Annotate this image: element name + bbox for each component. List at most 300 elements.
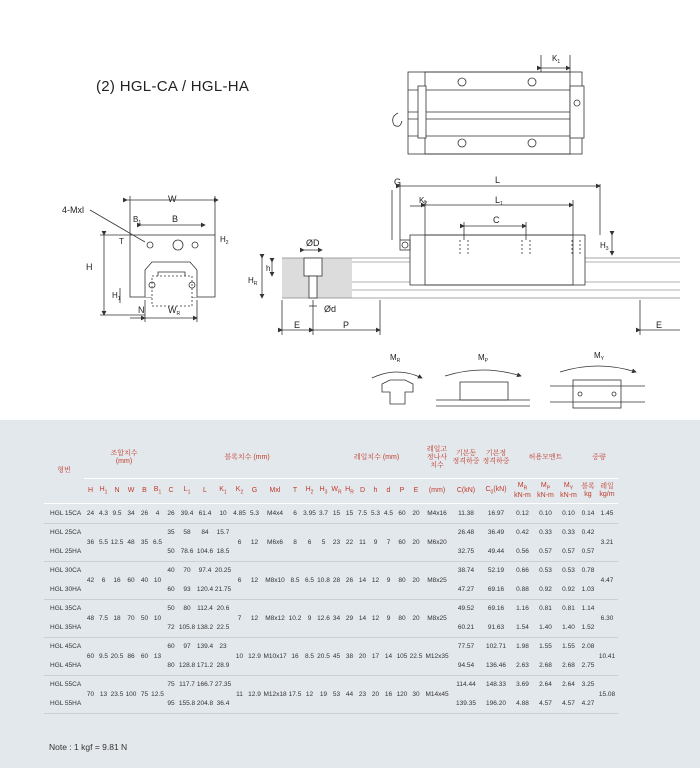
header-rail: 레일치수 (mm) bbox=[330, 438, 423, 479]
subheader-d: D bbox=[356, 479, 369, 504]
cell-mr: 2.63 bbox=[511, 656, 534, 675]
cell-e: 20 bbox=[409, 504, 423, 524]
subheader-wr: $W_R$ bbox=[330, 479, 343, 504]
cell-b1: 6.5 bbox=[151, 523, 164, 561]
cell-model: HGL 55CA bbox=[50, 681, 82, 689]
cell-ckn: 60.21 bbox=[451, 618, 481, 637]
cell-b1: 10 bbox=[151, 561, 164, 599]
cell-wr: 23 bbox=[330, 523, 343, 561]
label-h-small: h bbox=[266, 264, 271, 273]
cell-my: 0.81 bbox=[562, 605, 575, 613]
cell-p: 120 bbox=[395, 675, 409, 713]
cell-model: HGL 30HA bbox=[44, 580, 84, 599]
cell-k1: 22.5 bbox=[214, 618, 232, 637]
label-l: L bbox=[495, 175, 501, 185]
cell-h3: 19 bbox=[317, 675, 330, 713]
cell-wr: 28 bbox=[330, 561, 343, 599]
cell-rail: 15.08 bbox=[596, 675, 618, 713]
cell-h: 24 bbox=[84, 504, 97, 524]
cell-t: 17.5 bbox=[288, 675, 302, 713]
cell-k2: 4.85 bbox=[232, 504, 247, 524]
cell-l: 61.4 bbox=[196, 504, 214, 524]
cell-l1: 93 bbox=[178, 580, 196, 599]
section-title: (2) HGL-CA / HGL-HA bbox=[96, 78, 250, 95]
cell-rail: 10.41 bbox=[596, 637, 618, 675]
cell-b1: 13 bbox=[151, 637, 164, 675]
cell-t: 6 bbox=[288, 504, 302, 524]
cell-model: HGL 45CA bbox=[50, 643, 82, 651]
cell-mp: 2.68 bbox=[534, 656, 557, 675]
cell-t: 8 bbox=[288, 523, 302, 561]
cell-h: 9 bbox=[369, 523, 382, 561]
cell-p: 60 bbox=[395, 523, 409, 561]
label-t: T bbox=[119, 237, 124, 246]
label-mr: $M_R$ bbox=[390, 353, 401, 364]
cell-c0kn: 52.19 bbox=[487, 567, 505, 575]
cell-l: 139.4 bbox=[196, 643, 214, 651]
cell-blk: 1.14 bbox=[581, 605, 595, 613]
cell-my: 1.55 bbox=[562, 643, 575, 651]
cell-h: 60 bbox=[84, 637, 97, 675]
cell-p: 80 bbox=[395, 561, 409, 599]
cell-d: 14 bbox=[356, 599, 369, 637]
subheader-ckn: C(kN) bbox=[451, 479, 481, 504]
cell-c: 60 bbox=[164, 580, 178, 599]
cell-c0kn: 36.49 bbox=[487, 529, 505, 537]
cell-h2: 6 bbox=[302, 523, 317, 561]
cell-k2: 7 bbox=[232, 599, 247, 637]
cell-ckn: 49.52 bbox=[457, 605, 475, 613]
cell-h: 5.3 bbox=[369, 504, 382, 524]
label-p: P bbox=[343, 320, 350, 330]
cell-mp: 0.33 bbox=[539, 529, 552, 537]
label-dd: Ød bbox=[324, 304, 337, 314]
cell-ckn: 32.75 bbox=[451, 542, 481, 561]
cell-d: 7.5 bbox=[356, 504, 369, 524]
subheader-g: G bbox=[247, 479, 262, 504]
cell-h3: 12.6 bbox=[317, 599, 330, 637]
cell-c: 95 bbox=[164, 694, 178, 713]
cell-k1: 21.75 bbox=[214, 580, 232, 599]
header-static-load: 기본정 정격하중 bbox=[481, 438, 511, 479]
cell-c0kn: 91.63 bbox=[481, 618, 511, 637]
cell-blk: 0.57 bbox=[580, 542, 596, 561]
cell-bolt: M8x25 bbox=[423, 599, 451, 637]
table-row bbox=[44, 637, 618, 656]
header-assembly: 조합치수 (mm) bbox=[84, 438, 164, 479]
cell-hr: 29 bbox=[343, 599, 356, 637]
cell-w: 48 bbox=[124, 523, 138, 561]
table-row bbox=[44, 675, 618, 694]
cell-c0kn: 136.46 bbox=[481, 656, 511, 675]
cell-d: 4.5 bbox=[382, 504, 395, 524]
subheader-l: L bbox=[196, 479, 214, 504]
cell-n: 23.5 bbox=[110, 675, 124, 713]
cell-h2: 9 bbox=[302, 599, 317, 637]
cell-mxl: M8x10 bbox=[262, 561, 288, 599]
cell-b: 40 bbox=[138, 561, 151, 599]
cell-bolt: M12x35 bbox=[423, 637, 451, 675]
header-bolt: 레일고 정나사 치수 bbox=[423, 438, 451, 479]
cell-l1: 155.8 bbox=[178, 694, 196, 713]
header-weight: 중량 bbox=[580, 438, 618, 479]
cell-my: 0.10 bbox=[557, 504, 580, 524]
cell-g: 12.9 bbox=[247, 637, 262, 675]
cell-e: 20 bbox=[409, 599, 423, 637]
cell-h3: 10.8 bbox=[317, 561, 330, 599]
cell-e: 20 bbox=[409, 561, 423, 599]
subheader-k2: $K_2$ bbox=[232, 479, 247, 504]
spec-table-panel bbox=[0, 420, 700, 768]
cell-b: 60 bbox=[138, 637, 151, 675]
cell-h1: 6 bbox=[97, 561, 110, 599]
cell-c: 60 bbox=[167, 643, 175, 651]
subheader-b1: $B_1$ bbox=[151, 479, 164, 504]
cell-ckn: 26.48 bbox=[457, 529, 475, 537]
table-row bbox=[44, 523, 618, 542]
cell-wr: 53 bbox=[330, 675, 343, 713]
subheader-rail: 레일 kg/m bbox=[596, 479, 618, 504]
cell-l: 104.6 bbox=[196, 542, 214, 561]
subheader-e: E bbox=[409, 479, 423, 504]
cell-k2: 6 bbox=[232, 561, 247, 599]
subheader-h3: $H_3$ bbox=[317, 479, 330, 504]
cell-ckn: 11.38 bbox=[451, 504, 481, 524]
label-b1: $B_1$ bbox=[133, 215, 142, 226]
cell-h1: 5.5 bbox=[97, 523, 110, 561]
cell-h1: 13 bbox=[97, 675, 110, 713]
cell-mr: 3.69 bbox=[516, 681, 529, 689]
label-hr: $H_R$ bbox=[248, 276, 258, 287]
cell-blk: 1.52 bbox=[580, 618, 596, 637]
label-n: N bbox=[138, 305, 145, 315]
cell-b: 75 bbox=[138, 675, 151, 713]
cell-n: 9.5 bbox=[110, 504, 124, 524]
cell-blk: 0.42 bbox=[581, 529, 595, 537]
cell-b1: 4 bbox=[151, 504, 164, 524]
cell-mp: 0.53 bbox=[539, 567, 552, 575]
cell-blk: 1.03 bbox=[580, 580, 596, 599]
cell-c0kn: 49.44 bbox=[481, 542, 511, 561]
cell-d: 9 bbox=[382, 599, 395, 637]
header-moment: 허용모멘트 bbox=[511, 438, 580, 479]
cell-my: 2.68 bbox=[557, 656, 580, 675]
cell-rail: 4.47 bbox=[596, 561, 618, 599]
cell-mr: 0.88 bbox=[511, 580, 534, 599]
label-w: W bbox=[168, 194, 177, 204]
cell-h: 48 bbox=[84, 599, 97, 637]
cell-l: 171.2 bbox=[196, 656, 214, 675]
cell-mxl: M4x4 bbox=[262, 504, 288, 524]
note: Note : 1 kgf = 9.81 N bbox=[49, 742, 128, 752]
cell-bolt: M14x45 bbox=[423, 675, 451, 713]
label-h3: $H_3$ bbox=[600, 241, 609, 252]
label-h1: $H_1$ bbox=[112, 291, 121, 302]
cell-blk: 2.08 bbox=[581, 643, 595, 651]
cell-mp: 0.92 bbox=[534, 580, 557, 599]
cell-h1: 9.5 bbox=[97, 637, 110, 675]
subheader-h: H bbox=[84, 479, 97, 504]
cell-my: 0.92 bbox=[557, 580, 580, 599]
cell-wr: 45 bbox=[330, 637, 343, 675]
label-k1: $K_1$ bbox=[552, 54, 561, 65]
subheader-k1: $K_1$ bbox=[214, 479, 232, 504]
cell-k1: 15.7 bbox=[216, 529, 230, 537]
cell-d: 16 bbox=[382, 675, 395, 713]
cell-h: 12 bbox=[369, 599, 382, 637]
cell-h: 12 bbox=[369, 561, 382, 599]
cell-d: 20 bbox=[356, 637, 369, 675]
cell-l1: 78.6 bbox=[178, 542, 196, 561]
cell-b: 26 bbox=[138, 504, 151, 524]
cell-n: 20.5 bbox=[110, 637, 124, 675]
header-dynamic-load: 기본동 정격하중 bbox=[451, 438, 481, 479]
cell-b1: 10 bbox=[151, 599, 164, 637]
cell-mxl: M6x6 bbox=[262, 523, 288, 561]
cell-ckn: 114.44 bbox=[456, 681, 476, 689]
subheader-l1: $L_1$ bbox=[178, 479, 196, 504]
cell-mr: 0.56 bbox=[511, 542, 534, 561]
cell-c0kn: 69.16 bbox=[487, 605, 505, 613]
cell-k1: 36.4 bbox=[214, 694, 232, 713]
cell-n: 18 bbox=[110, 599, 124, 637]
cell-my: 2.64 bbox=[562, 681, 575, 689]
cell-e: 30 bbox=[409, 675, 423, 713]
label-od: ØD bbox=[306, 238, 320, 248]
cell-l: 138.2 bbox=[196, 618, 214, 637]
cell-mp: 1.55 bbox=[539, 643, 552, 651]
cell-ckn: 47.27 bbox=[451, 580, 481, 599]
subheader-h2: $H_2$ bbox=[302, 479, 317, 504]
subheader-c: C bbox=[164, 479, 178, 504]
subheader-t: T bbox=[288, 479, 302, 504]
cell-d: 14 bbox=[356, 561, 369, 599]
cell-g: 12 bbox=[247, 523, 262, 561]
cell-d: 11 bbox=[356, 523, 369, 561]
cell-k2: 10 bbox=[232, 637, 247, 675]
cell-k2: 6 bbox=[232, 523, 247, 561]
cell-c: 40 bbox=[167, 567, 175, 575]
cell-k1: 18.5 bbox=[214, 542, 232, 561]
cell-h: 70 bbox=[84, 675, 97, 713]
cell-wr: 15 bbox=[330, 504, 343, 524]
cell-h2: 8.5 bbox=[302, 637, 317, 675]
label-my: $M_Y$ bbox=[594, 351, 605, 362]
cell-blk: 0.14 bbox=[580, 504, 596, 524]
label-e-left: E bbox=[294, 320, 301, 330]
cell-p: 60 bbox=[395, 504, 409, 524]
cell-d: 7 bbox=[382, 523, 395, 561]
cell-mxl: M10x17 bbox=[262, 637, 288, 675]
subheader-my: $M_Y$ kN-m bbox=[557, 479, 580, 504]
cell-wr: 34 bbox=[330, 599, 343, 637]
cell-l: 166.7 bbox=[196, 681, 214, 689]
cell-model: HGL 25HA bbox=[44, 542, 84, 561]
label-h2: $H_2$ bbox=[220, 235, 229, 246]
cell-mxl: M12x18 bbox=[262, 675, 288, 713]
cell-k2: 11 bbox=[232, 675, 247, 713]
end-view-drawing bbox=[90, 196, 218, 322]
top-view-drawing bbox=[393, 55, 584, 154]
cell-c: 35 bbox=[167, 529, 175, 537]
cell-hr: 38 bbox=[343, 637, 356, 675]
cell-model: HGL 45HA bbox=[44, 656, 84, 675]
cell-l: 112.4 bbox=[197, 605, 213, 613]
table-row bbox=[44, 504, 618, 524]
cell-b: 35 bbox=[138, 523, 151, 561]
cell-rail: 1.45 bbox=[596, 504, 618, 524]
header-model: 형번 bbox=[44, 438, 84, 504]
label-mp: $M_P$ bbox=[478, 353, 489, 364]
cell-h2: 6.5 bbox=[302, 561, 317, 599]
cell-blk: 3.25 bbox=[581, 681, 595, 689]
cell-blk: 0.78 bbox=[581, 567, 595, 575]
cell-k1: 28.9 bbox=[214, 656, 232, 675]
label-g: G bbox=[394, 177, 402, 187]
cell-ckn: 77.57 bbox=[457, 643, 475, 651]
cell-mr: 0.66 bbox=[516, 567, 529, 575]
cell-w: 100 bbox=[124, 675, 138, 713]
cell-c: 72 bbox=[164, 618, 178, 637]
cell-w: 34 bbox=[124, 504, 138, 524]
cell-l: 204.8 bbox=[196, 694, 214, 713]
cell-my: 0.53 bbox=[562, 567, 575, 575]
cell-mp: 0.57 bbox=[534, 542, 557, 561]
cell-p: 105 bbox=[395, 637, 409, 675]
cell-c0kn: 16.97 bbox=[481, 504, 511, 524]
cell-c0kn: 148.33 bbox=[486, 681, 506, 689]
cell-c: 50 bbox=[167, 605, 175, 613]
cell-k1: 27.35 bbox=[214, 681, 232, 689]
subheader-p: P bbox=[395, 479, 409, 504]
cell-h3: 3.7 bbox=[317, 504, 330, 524]
cell-l1: 128.8 bbox=[178, 656, 196, 675]
cell-mr: 1.54 bbox=[511, 618, 534, 637]
cell-c: 50 bbox=[164, 542, 178, 561]
moment-diagram-my bbox=[550, 366, 645, 408]
moment-diagram-mp bbox=[436, 370, 530, 406]
cell-bolt: M6x20 bbox=[423, 523, 451, 561]
cell-my: 0.33 bbox=[562, 529, 575, 537]
cell-p: 80 bbox=[395, 599, 409, 637]
cell-k1: 10 bbox=[214, 504, 232, 524]
cell-h: 42 bbox=[84, 561, 97, 599]
cell-h2: 12 bbox=[302, 675, 317, 713]
cell-l1: 70 bbox=[183, 567, 191, 575]
subheader-h1: $H_1$ bbox=[97, 479, 110, 504]
subheader-mxl: Mxl bbox=[262, 479, 288, 504]
label-k2: $K_2$ bbox=[419, 196, 428, 207]
cell-d: 9 bbox=[382, 561, 395, 599]
label-e-right: E bbox=[656, 320, 663, 330]
subheader-c0kn: $C_0(kN)$ bbox=[481, 479, 511, 504]
cell-mxl: M8x12 bbox=[262, 599, 288, 637]
cell-b1: 12.5 bbox=[151, 675, 164, 713]
cell-l1: 105.8 bbox=[178, 618, 196, 637]
cell-c: 75 bbox=[167, 681, 175, 689]
cell-g: 5.3 bbox=[247, 504, 262, 524]
cell-h1: 7.5 bbox=[97, 599, 110, 637]
cell-ckn: 38.74 bbox=[457, 567, 475, 575]
cell-e: 22.5 bbox=[409, 637, 423, 675]
cell-mr: 0.12 bbox=[511, 504, 534, 524]
subheader-h: h bbox=[369, 479, 382, 504]
cell-t: 10.2 bbox=[288, 599, 302, 637]
cell-mp: 1.40 bbox=[534, 618, 557, 637]
subheader-mm: (mm) bbox=[423, 479, 451, 504]
cell-rail: 6.30 bbox=[596, 599, 618, 637]
cell-mr: 1.98 bbox=[516, 643, 529, 651]
cell-mp: 0.10 bbox=[534, 504, 557, 524]
subheader-hr: $H_R$ bbox=[343, 479, 356, 504]
cell-c0kn: 69.16 bbox=[481, 580, 511, 599]
cell-n: 12.5 bbox=[110, 523, 124, 561]
cell-my: 0.57 bbox=[557, 542, 580, 561]
cell-hr: 22 bbox=[343, 523, 356, 561]
cell-hr: 44 bbox=[343, 675, 356, 713]
header-block: 블록치수 (mm) bbox=[164, 438, 330, 479]
cell-hr: 26 bbox=[343, 561, 356, 599]
cell-model: HGL 15CA bbox=[44, 504, 84, 524]
cell-mp: 0.81 bbox=[539, 605, 552, 613]
cell-my: 4.57 bbox=[557, 694, 580, 713]
label-b: B bbox=[172, 214, 179, 224]
cell-blk: 4.27 bbox=[580, 694, 596, 713]
label-h: H bbox=[86, 262, 93, 272]
cell-l1: 117.7 bbox=[179, 681, 195, 689]
cell-mr: 1.16 bbox=[516, 605, 529, 613]
cell-mr: 0.42 bbox=[516, 529, 529, 537]
cell-hr: 15 bbox=[343, 504, 356, 524]
cell-mp: 4.57 bbox=[534, 694, 557, 713]
cell-ckn: 94.54 bbox=[451, 656, 481, 675]
subheader-mr: $M_R$ kN-m bbox=[511, 479, 534, 504]
cell-k1: 23 bbox=[219, 643, 227, 651]
cell-c0kn: 102.71 bbox=[486, 643, 506, 651]
cell-l1: 80 bbox=[183, 605, 191, 613]
cell-ckn: 139.35 bbox=[451, 694, 481, 713]
cell-h: 17 bbox=[369, 637, 382, 675]
cell-rail: 3.21 bbox=[596, 523, 618, 561]
label-wr: $W_R$ bbox=[168, 305, 181, 317]
cell-h3: 5 bbox=[317, 523, 330, 561]
cell-blk: 2.75 bbox=[580, 656, 596, 675]
subheader-mp: $M_P$ kN-m bbox=[534, 479, 557, 504]
subheader-d: d bbox=[382, 479, 395, 504]
cell-w: 86 bbox=[124, 637, 138, 675]
cell-c0kn: 196.20 bbox=[481, 694, 511, 713]
cell-g: 12 bbox=[247, 599, 262, 637]
cell-d: 14 bbox=[382, 637, 395, 675]
cell-t: 8.5 bbox=[288, 561, 302, 599]
cell-model: HGL 35HA bbox=[44, 618, 84, 637]
cell-c: 80 bbox=[164, 656, 178, 675]
cell-n: 16 bbox=[110, 561, 124, 599]
cell-h: 20 bbox=[369, 675, 382, 713]
cell-h2: 3.95 bbox=[302, 504, 317, 524]
cell-g: 12 bbox=[247, 561, 262, 599]
cell-model: HGL 30CA bbox=[50, 567, 82, 575]
cell-l1: 97 bbox=[183, 643, 191, 651]
cell-g: 12.9 bbox=[247, 675, 262, 713]
cell-e: 20 bbox=[409, 523, 423, 561]
cell-l: 97.4 bbox=[198, 567, 212, 575]
cell-h1: 4.3 bbox=[97, 504, 110, 524]
cell-bolt: M4x16 bbox=[423, 504, 451, 524]
cell-w: 70 bbox=[124, 599, 138, 637]
label-mxl: 4-Mxl bbox=[62, 205, 84, 215]
moment-diagram-mr bbox=[372, 372, 422, 404]
